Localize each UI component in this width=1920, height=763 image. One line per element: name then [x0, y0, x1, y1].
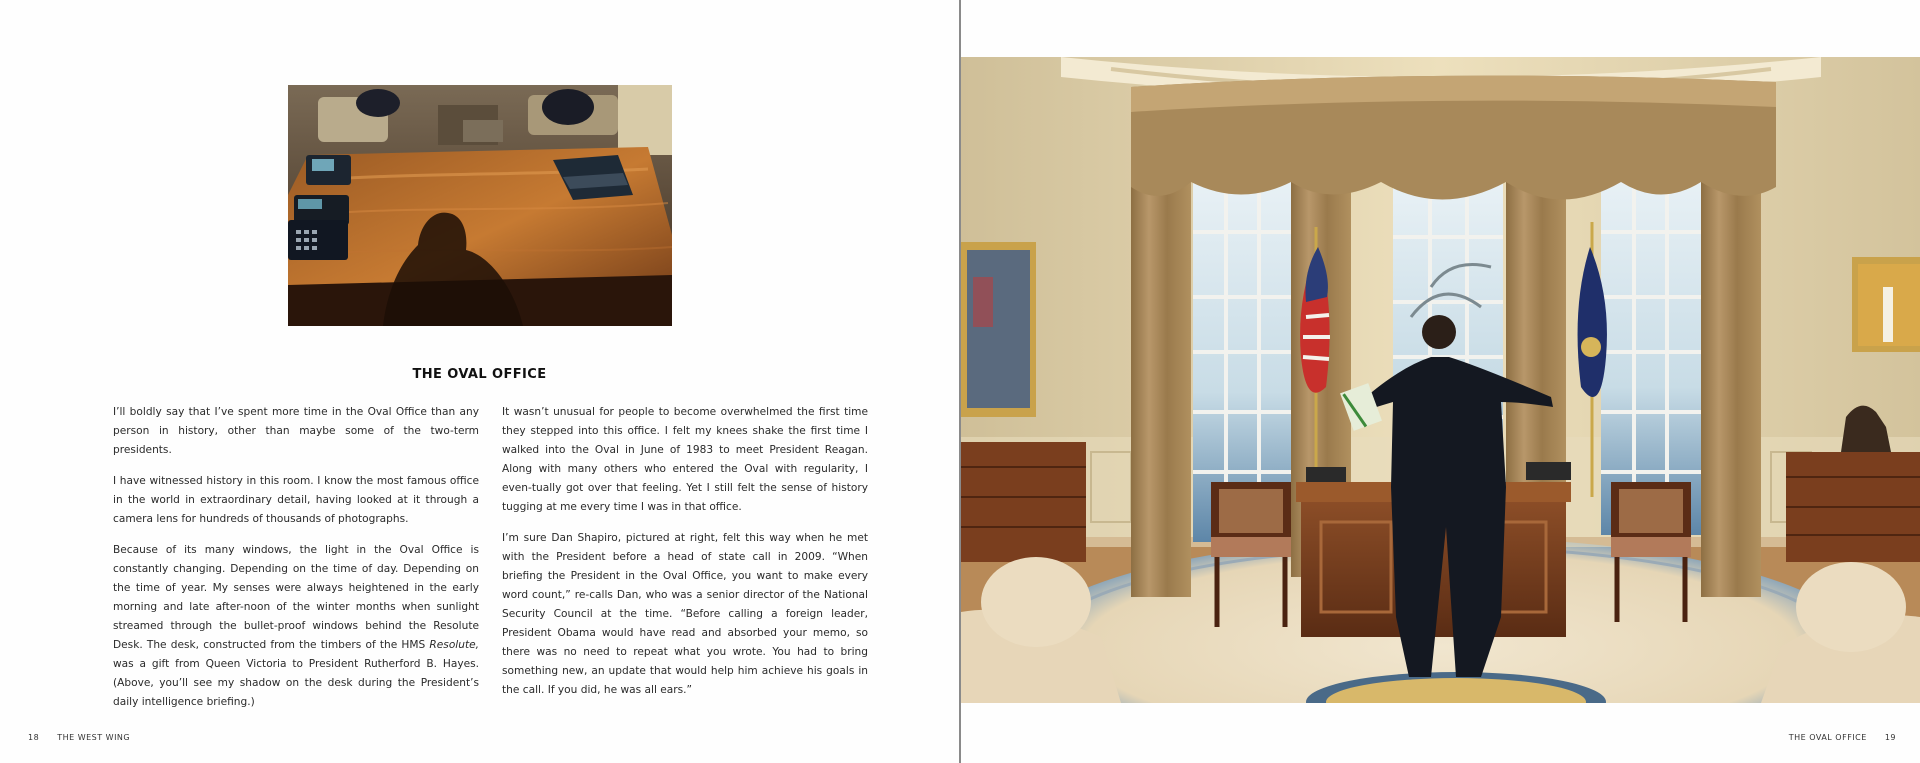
left-page [0, 0, 959, 763]
desk-shadow-illustration [288, 85, 672, 326]
page-number: 19 [1884, 733, 1896, 742]
right-text-column [502, 403, 868, 712]
desk-shadow-photo [288, 85, 672, 326]
paragraph-text: was a gift from Queen Victoria to President Rutherford B. Hayes. (Above, you’ll see my shadow on the desk during the President’s daily intelligence briefing.) [113, 658, 479, 708]
paragraph [113, 541, 479, 712]
paragraph-text: Because of its many windows, the light in the Oval Office is constantly changing. Depending on the time of day. Depending on the time of year. My senses were always heightened in the early morning and late after-noon of the winter months when sunlight streamed through the bullet-proof windows behind the Resolute Desk. The desk, constructed from the timbers of the HMS [113, 544, 479, 651]
running-head: THE OVAL OFFICE [1788, 733, 1867, 742]
section-title: THE OVAL OFFICE [412, 367, 547, 382]
ship-name: Resolute, [429, 639, 479, 651]
left-page-footer [28, 733, 130, 742]
right-page [961, 0, 1920, 763]
paragraph: It wasn’t unusual for people to become overwhelmed the first time they stepped into this office. I felt my knees shake the first time I walked into the Oval in June of 1983 to meet President Reagan. Along with many others who entered the Oval with regularity, I even-tually got over that feeling. Yet I still felt the sense of history tugging at me every time I was in that office. [502, 406, 868, 513]
right-page-footer [1789, 733, 1896, 742]
paragraph: I’ll boldly say that I’ve spent more time in the Oval Office than any person in history, other than maybe some of the two-term presidents. [113, 406, 479, 456]
left-text-column [113, 403, 479, 724]
paragraph: I have witnessed history in this room. I know the most famous office in the world in extraordinary detail, having looked at it through a camera lens for hundreds of thousands of photographs. [113, 475, 479, 525]
page-number: 18 [28, 733, 40, 742]
oval-office-photo [961, 57, 1920, 703]
running-head: THE WEST WING [57, 733, 131, 742]
oval-office-illustration [961, 57, 1920, 703]
paragraph: I’m sure Dan Shapiro, pictured at right, felt this way when he met with the President before a head of state call in 2009. “When briefing the President in the Oval Office, you want to make every word count,” re-calls Dan, who was a senior director of the National Security Council at the time. “Before calling a foreign leader, President Obama would have read and absorbed your memo, so there was no need to repeat what you wrote. You had to bring something new, an update that would help him achieve his goals in the call. If you did, he was all ears.” [502, 532, 868, 696]
